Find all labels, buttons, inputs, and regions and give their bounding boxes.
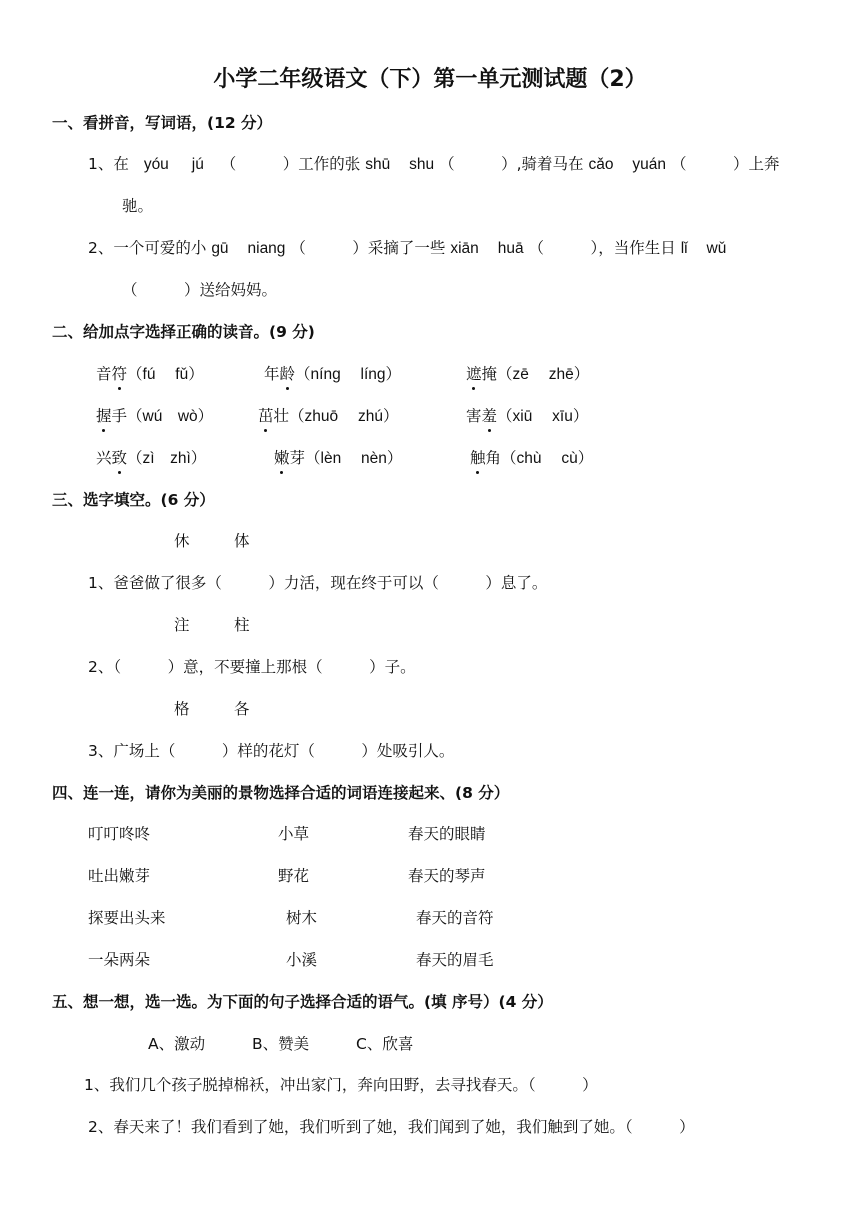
s4-scene: 树木: [286, 909, 318, 927]
section-1-heading: 一、看拼音，写词语，(12 分）: [52, 114, 273, 132]
s4-metaphor: 春天的眉毛: [416, 951, 494, 969]
s5-question-1: 1、我们几个孩子脱掉棉袄，冲出家门，奔向田野，去寻找春天。（ ）: [84, 1076, 598, 1094]
s3-char-choice: 体: [234, 532, 250, 550]
s1-q2-pinyin-5: lǐ: [680, 240, 688, 257]
s4-scene: 小溪: [286, 951, 318, 969]
pinyin-options: （níng líng）: [295, 366, 401, 383]
dotted-char: 嫩: [274, 449, 290, 467]
s2-item-r3c3: 触角（chù cù）: [470, 449, 594, 467]
s5-question-2: 2、春天来了！我们看到了她，我们听到了她，我们闻到了她，我们触到了她。（ ）: [88, 1118, 695, 1136]
s2-item-r2c3: 害羞（xiū xīu）: [466, 407, 589, 425]
s2-item-r1c1: 音符（fú fǔ）: [96, 365, 204, 383]
section-5-heading: 五、想一想，选一选。为下面的句子选择合适的语气。(填 序号）(4 分）: [52, 993, 553, 1011]
s3-question-2: 2、（ ）意，不要撞上那根（ ）子。: [88, 658, 416, 676]
s1-q1-pinyin-4: shu: [409, 156, 435, 173]
s2-item-r2c2: 茁壮（zhuō zhú）: [258, 407, 399, 425]
dotted-char: 致: [111, 449, 128, 467]
s2-item-r3c1: 兴致（zì zhì）: [96, 449, 207, 467]
pinyin-options: （xiū xīu）: [497, 408, 589, 425]
s3-char-choice: 各: [234, 700, 250, 718]
s1-q2-text-b: （ ）采摘了一些: [290, 239, 446, 257]
dotted-char: 龄: [279, 365, 296, 383]
s1-q1-text-a: 1、在: [88, 155, 129, 173]
pinyin-options: （wú wò）: [127, 408, 214, 425]
pinyin-options: （zē zhē）: [497, 366, 590, 383]
s4-metaphor: 春天的琴声: [408, 867, 486, 885]
s1-question-1: [88, 153, 779, 176]
dotted-char: 握: [96, 407, 112, 425]
section-2-heading: 二、给加点字选择正确的读音。(9 分): [52, 323, 315, 341]
s2-item-r1c3: 遮掩（zē zhē）: [466, 365, 590, 383]
s5-option-a: A、激动: [148, 1035, 206, 1053]
s4-scene: 野花: [278, 867, 310, 885]
s3-char-choice: 柱: [234, 616, 250, 634]
s4-phrase: 一朵两朵: [88, 951, 151, 969]
s1-q1-text-d: （ ）上奔: [670, 155, 780, 173]
pinyin-options: （zì zhì）: [127, 450, 207, 467]
s1-q1-text-c: （ ）,骑着马在: [439, 155, 584, 173]
s3-question-1: 1、爸爸做了很多（ ）力活，现在终于可以（ ）息了。: [88, 574, 548, 592]
s1-question-2: [88, 237, 726, 260]
section-4-heading: 四、连一连，请你为美丽的景物选择合适的词语连接起来、(8 分）: [52, 784, 510, 802]
pinyin-options: （lèn nèn）: [305, 450, 403, 467]
s1-q1-pinyin-6: yuán: [632, 156, 667, 173]
s1-q2-pinyin-2: niang: [247, 240, 286, 257]
s1-q1-pinyin-2: jú: [191, 156, 204, 173]
s4-phrase: 吐出嫩芽: [88, 867, 151, 885]
s2-item-r1c2: 年龄（níng líng）: [264, 365, 401, 383]
s1-q2-pinyin-4: huā: [497, 240, 524, 257]
dotted-char: 羞: [481, 407, 498, 425]
s3-char-choice: 注: [174, 616, 190, 634]
s4-metaphor: 春天的音符: [416, 909, 494, 927]
s4-phrase: 叮叮咚咚: [88, 825, 151, 843]
pinyin-options: （zhuō zhú）: [289, 408, 399, 425]
dotted-char: 茁: [258, 407, 274, 425]
s1-q1-text-b: （ ）工作的张: [220, 155, 361, 173]
dotted-char: 触: [470, 449, 486, 467]
dotted-char: 遮: [466, 365, 482, 383]
s1-q1-pinyin-3: shū: [365, 156, 391, 173]
s1-q1-pinyin-1: yóu: [143, 156, 169, 173]
s1-q2-pinyin-1: gū: [211, 240, 229, 257]
s1-q2-text-a: 2、一个可爱的小: [88, 239, 207, 257]
s4-phrase: 探要出头来: [88, 909, 166, 927]
s1-q2-continued: （ ）送给妈妈。: [122, 281, 278, 299]
s5-option-b: B、赞美: [252, 1035, 310, 1053]
s1-q1-continued: 驰。: [122, 197, 154, 215]
page-title: 小学二年级语文（下）第一单元测试题（2）: [213, 67, 647, 92]
s2-item-r3c2: 嫩芽（lèn nèn）: [274, 449, 403, 467]
s3-char-choice: 休: [174, 532, 190, 550]
s1-q2-pinyin-6: wǔ: [706, 240, 727, 257]
s4-scene: 小草: [278, 825, 310, 843]
dotted-char: 符: [111, 365, 128, 383]
s5-option-c: C、欣喜: [356, 1035, 414, 1053]
s1-q2-text-c: （ ），当作生日: [528, 239, 676, 257]
s1-q1-pinyin-5: cǎo: [588, 156, 614, 173]
s3-question-3: 3、广场上（ ）样的花灯（ ）处吸引人。: [88, 742, 455, 760]
s4-metaphor: 春天的眼睛: [408, 825, 486, 843]
s1-q2-pinyin-3: xiān: [450, 240, 479, 257]
s3-char-choice: 格: [174, 700, 190, 718]
s2-item-r2c1: 握手（wú wò）: [96, 407, 214, 425]
pinyin-options: （chù cù）: [501, 450, 594, 467]
section-3-heading: 三、选字填空。(6 分）: [52, 491, 215, 509]
pinyin-options: （fú fǔ）: [127, 366, 204, 383]
